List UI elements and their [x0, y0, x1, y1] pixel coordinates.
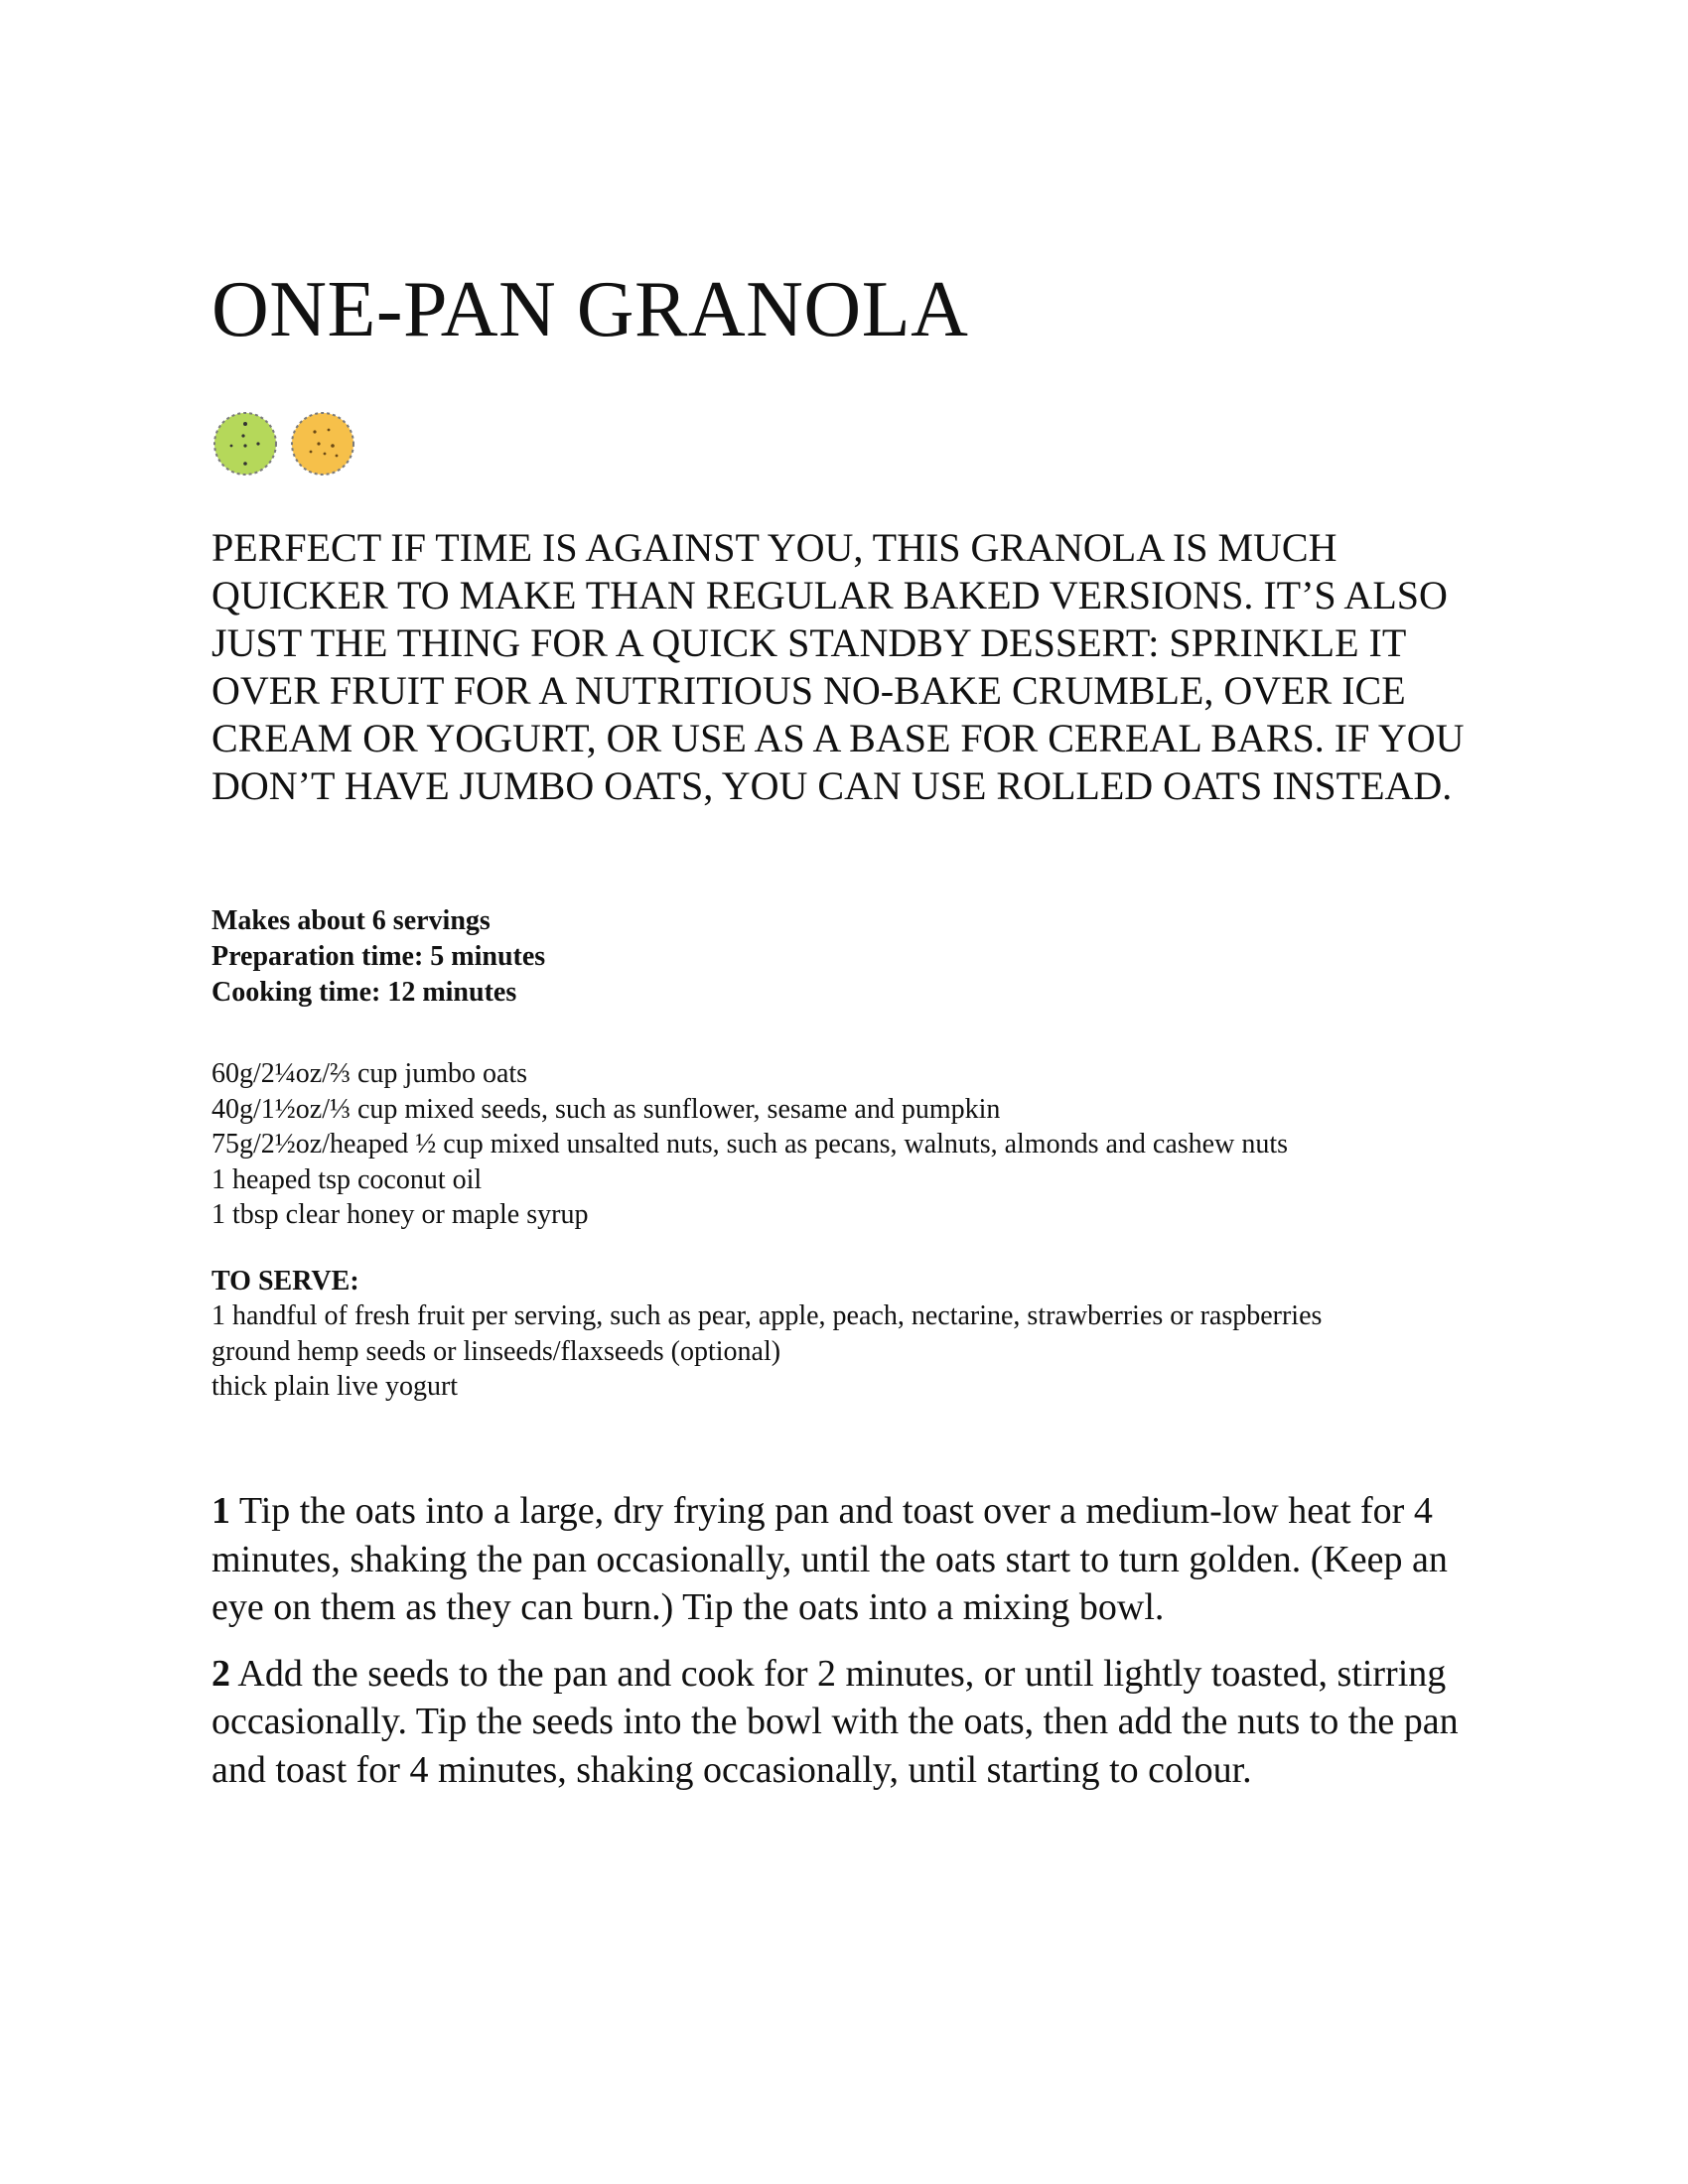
step-text: Tip the oats into a large, dry frying pan and toast over a medium-low heat for 4 minutes, shaking the pan occasionally, until the oats start to turn golden. (Keep an eye on them as they can burn.) Tip the oats into a mixing bowl.: [211, 1490, 1448, 1628]
dietary-badges: [211, 410, 356, 478]
method-steps: [211, 1487, 1492, 1812]
servings: Makes about 6 servings: [211, 905, 491, 936]
to-serve-heading: TO SERVE:: [211, 1266, 359, 1297]
preparation-time: Preparation time: 5 minutes: [211, 941, 546, 972]
recipe-intro: PERFECT IF TIME IS AGAINST YOU, THIS GRANOLA IS MUCH QUICKER TO MAKE THAN REGULAR BAKED VERSIONS. IT’S ALSO JUST THE THING FOR A QUICK STANDBY DESSERT: SPRINKLE IT OVER FRUIT FOR A NUTRITIOUS NO-BAKE CRUMBLE, OVER ICE CREAM OR YOGURT, OR USE AS A BASE FOR CEREAL BARS. IF YOU DON’T HAVE JUMBO OATS, YOU CAN USE ROLLED OATS INSTEAD.: [211, 525, 1465, 808]
method-step: [211, 1650, 1492, 1795]
serve-item: ground hemp seeds or linseeds/flaxseeds (optional): [211, 1335, 781, 1367]
serve-item: 1 handful of fresh fruit per serving, such as pear, apple, peach, nectarine, strawberries or raspberries: [211, 1300, 1323, 1331]
ingredient-item: 75g/2½oz/heaped ½ cup mixed unsalted nuts, such as pecans, walnuts, almonds and cashew nuts: [211, 1129, 1288, 1160]
ingredient-item: 60g/2¼oz/⅔ cup jumbo oats: [211, 1058, 528, 1089]
recipe-meta: [211, 903, 545, 1011]
ingredients-list: [211, 1056, 1288, 1233]
ingredient-item: 1 heaped tsp coconut oil: [211, 1163, 483, 1195]
step-number: 2: [211, 1652, 230, 1695]
serve-item: thick plain live yogurt: [211, 1371, 459, 1402]
ingredient-item: 1 tbsp clear honey or maple syrup: [211, 1199, 589, 1230]
step-text: Add the seeds to the pan and cook for 2 minutes, or until lightly toasted, stirring occasionally. Tip the seeds into the bowl with the oats, then add the nuts to the pan and toast for 4 minutes, shaking occasionally, until starting to colour.: [211, 1652, 1459, 1791]
green-dietary-badge-icon: [211, 410, 279, 478]
to-serve-list: [211, 1298, 1322, 1405]
ingredient-item: 40g/1½oz/⅓ cup mixed seeds, such as sunflower, sesame and pumpkin: [211, 1093, 1001, 1125]
method-step: [211, 1487, 1492, 1632]
step-number: 1: [211, 1490, 230, 1532]
cooking-time: Cooking time: 12 minutes: [211, 977, 517, 1008]
orange-dietary-badge-icon: [289, 410, 356, 478]
recipe-title: ONE-PAN GRANOLA: [211, 266, 969, 353]
